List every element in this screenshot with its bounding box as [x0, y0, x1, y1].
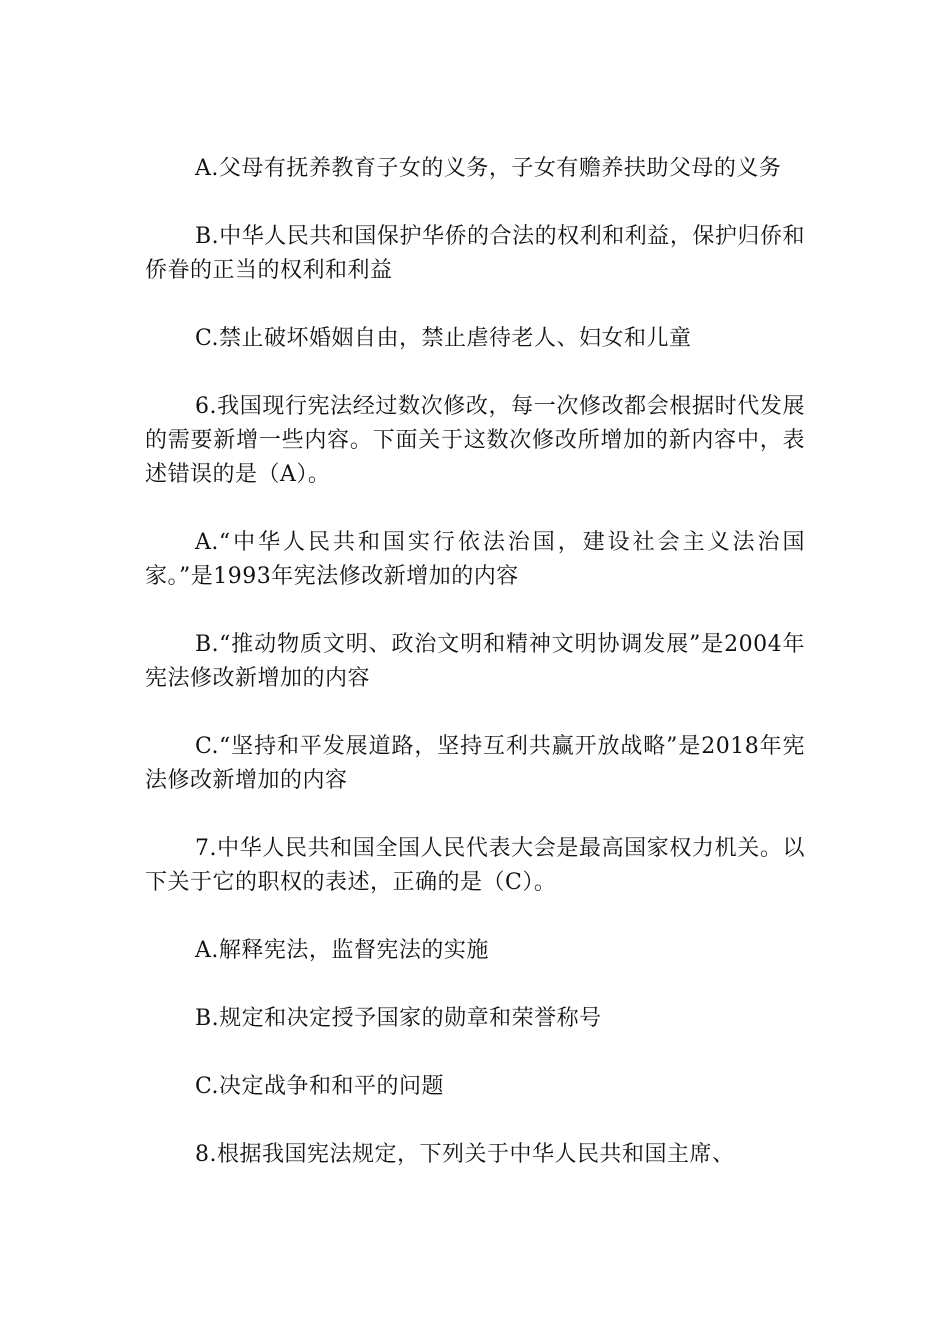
question-7: 7.中华人民共和国全国人民代表大会是最高国家权力机关。以下关于它的职权的表述，正确的是（C）。: [145, 836, 805, 895]
question-6-option-c: C.“坚持和平发展道路，坚持互利共赢开放战略”是2018年宪法修改新增加的内容: [145, 734, 805, 793]
document-body: [145, 152, 805, 1172]
question-6: 6.我国现行宪法经过数次修改，每一次修改都会根据时代发展的需要新增一些内容。下面关于这数次修改所增加的新内容中，表述错误的是（A）。: [145, 394, 805, 487]
question-7-option-b: B.规定和决定授予国家的勋章和荣誉称号: [195, 1006, 602, 1031]
question-6-option-b: B.“推动物质文明、政治文明和精神文明协调发展”是2004年宪法修改新增加的内容: [145, 632, 805, 691]
question-8: 8.根据我国宪法规定，下列关于中华人民共和国主席、: [195, 1142, 735, 1167]
option-a-family-duties: A.父母有抚养教育子女的义务，子女有赡养扶助父母的义务: [195, 156, 782, 181]
option-c-marriage-freedom: C.禁止破坏婚姻自由，禁止虐待老人、妇女和儿童: [195, 326, 692, 351]
question-6-option-a: A.“中华人民共和国实行依法治国，建设社会主义法治国家。”是1993年宪法修改新增加的内容: [145, 530, 805, 589]
question-7-option-a: A.解释宪法，监督宪法的实施: [195, 938, 489, 963]
question-7-option-c: C.决定战争和和平的问题: [195, 1074, 445, 1099]
option-b-overseas-chinese: B.中华人民共和国保护华侨的合法的权利和利益，保护归侨和侨眷的正当的权利和利益: [145, 224, 805, 283]
